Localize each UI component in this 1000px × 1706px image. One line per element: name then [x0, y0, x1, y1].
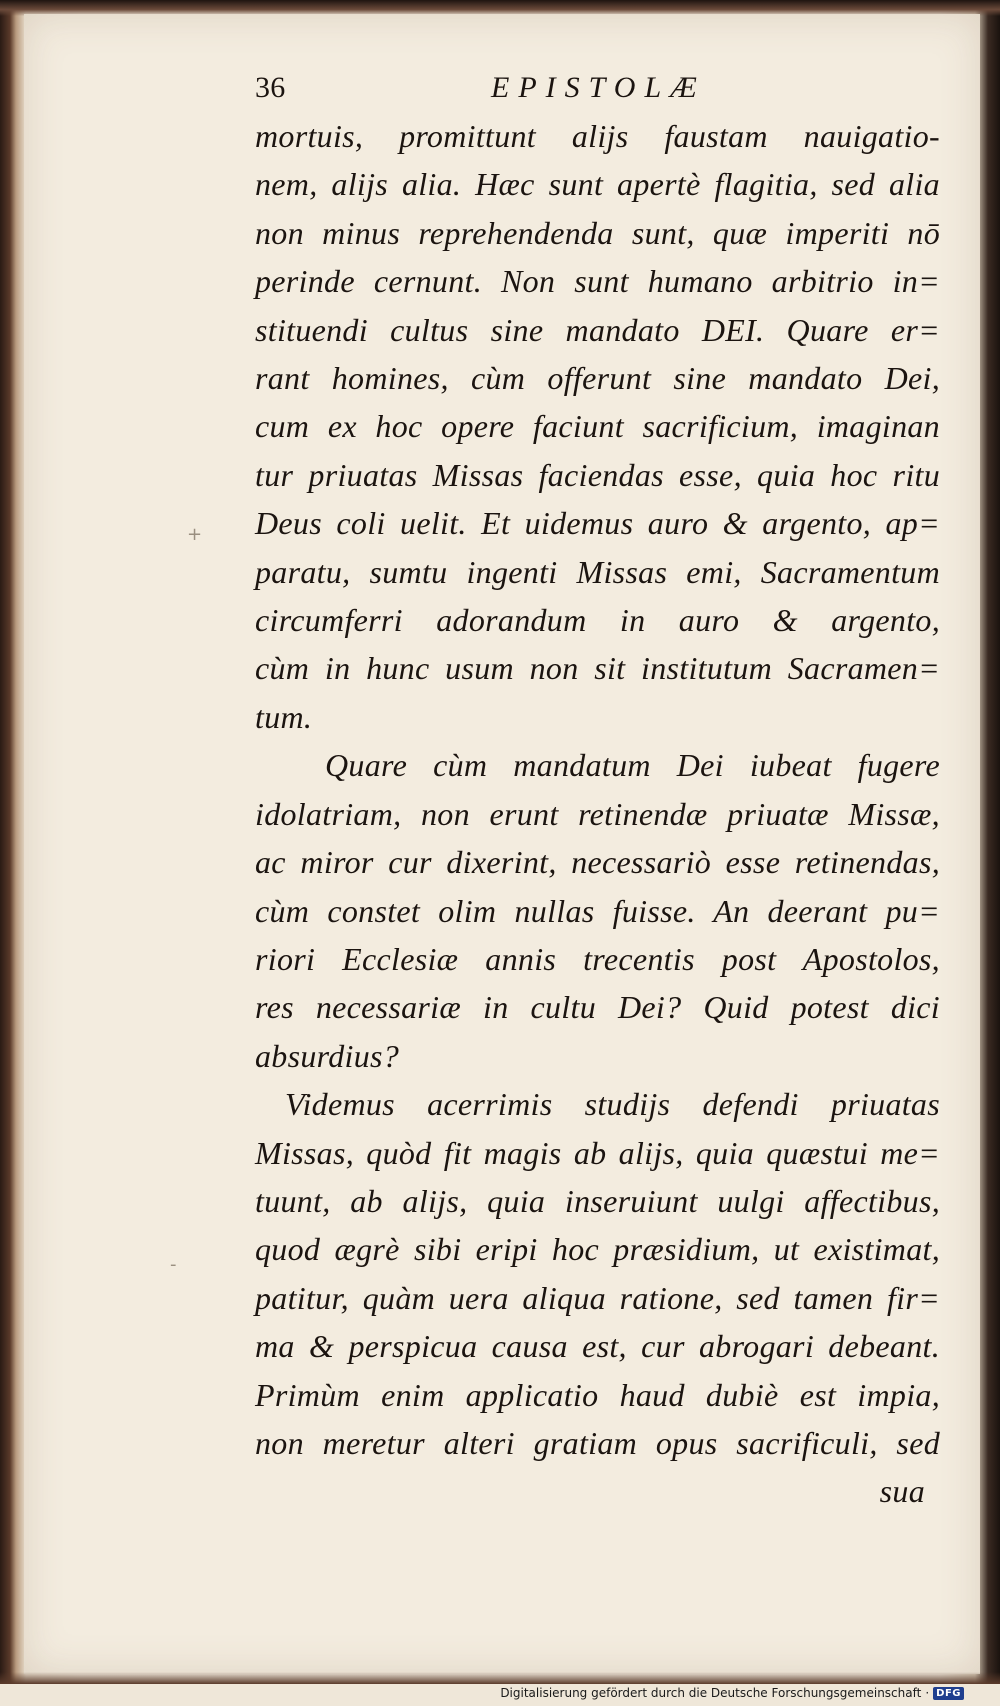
page-header [255, 64, 940, 112]
bottom-edge-shadow [0, 1672, 1000, 1684]
credit-text: Digitalisierung gefördert durch die Deutsche Forschungsgemeinschaft [500, 1686, 922, 1700]
text-line: non minus reprehendenda sunt, quæ imperiti nō [255, 214, 940, 251]
text-line: paratu, sumtu ingenti Missas emi, Sacramentum [255, 553, 940, 590]
text-line: nem, alijs alia. Hæc sunt apertè flagitia, sed alia [255, 166, 940, 203]
running-head: EPISTOLÆ [491, 71, 706, 104]
text-line: absurdius? [255, 1037, 400, 1074]
text-line: res necessariæ in cultu Dei? Quid potest dici [255, 989, 940, 1026]
paragraph-3 [255, 1080, 940, 1467]
text-line: tuunt, ab alijs, quia inseruiunt uulgi affectibus, [255, 1182, 940, 1219]
text-line: quod ægrè sibi eripi hoc præsidium, ut existimat, [255, 1231, 940, 1268]
page-number: 36 [255, 71, 286, 104]
text-line: ma & perspicua causa est, cur abrogari debeant. [255, 1328, 940, 1365]
text-line: mortuis, promittunt alijs faustam nauigatio- [255, 118, 940, 154]
text-line: patitur, quàm uera aliqua ratione, sed tamen fir= [255, 1279, 940, 1316]
catchword: sua [879, 1473, 925, 1510]
text-line: cùm in hunc usum non sit institutum Sacramen= [255, 650, 940, 687]
text-line: perinde cernunt. Non sunt humano arbitrio in= [255, 263, 940, 300]
text-line: stituendi cultus sine mandato DEI. Quare er= [255, 311, 940, 348]
text-line: tum. [255, 698, 313, 735]
text-line: Missas, quòd fit magis ab alijs, quia quæstui me= [255, 1134, 940, 1171]
text-line: cum ex hoc opere faciunt sacrificium, imaginan [255, 408, 940, 445]
margin-mark: + [187, 524, 203, 545]
text-line: rant homines, cùm offerunt sine mandato Dei, [255, 360, 940, 397]
text-line: tur priuatas Missas faciendas esse, quia hoc ritu [255, 456, 940, 493]
paragraph-2 [255, 741, 940, 1080]
text-line: ac miror cur dixerint, necessariò esse retinendas, [255, 844, 940, 881]
text-line: Primùm enim applicatio haud dubiè est impia, [255, 1376, 940, 1413]
text-line: Videmus acerrimis studijs defendi priuatas [285, 1086, 940, 1123]
funding-credit: Digitalisierung gefördert durch die Deutsche Forschungsgemeinschaft · DFG [500, 1686, 964, 1700]
text-line: Quare cùm mandatum Dei iubeat fugere [325, 747, 940, 784]
paragraph-1 [255, 112, 940, 741]
dfg-logo-icon: DFG [933, 1687, 964, 1700]
page-text [255, 64, 940, 1516]
text-line: riori Ecclesiæ annis trecentis post Apostolos, [255, 940, 940, 977]
margin-mark: - [170, 1254, 177, 1275]
text-line: Deus coli uelit. Et uidemus auro & argento, ap= [255, 505, 940, 542]
text-line: non meretur alteri gratiam opus sacrificuli, sed [255, 1424, 940, 1461]
text-line: idolatriam, non erunt retinendæ priuatæ Missæ, [255, 795, 940, 832]
text-line: cùm constet olim nullas fuisse. An deerant pu= [255, 892, 940, 929]
text-line: circumferri adorandum in auro & argento, [255, 602, 940, 639]
